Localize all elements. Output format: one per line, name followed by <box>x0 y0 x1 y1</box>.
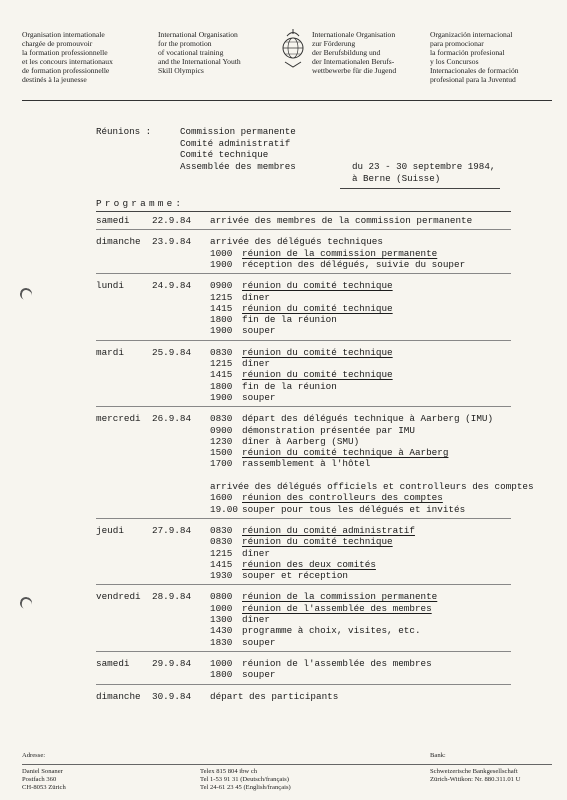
header-spanish <box>430 30 519 84</box>
day-separator <box>96 518 511 519</box>
header-line: Skill Olympics <box>158 66 204 75</box>
event-text: arrivée des membres de la commission permanente <box>210 215 473 226</box>
event-time: 0830 <box>210 413 233 425</box>
event-time: 0900 <box>210 424 233 436</box>
meeting-place: à Berne (Suisse) <box>352 173 441 184</box>
event-text: réunion de la commission permanente <box>242 591 438 603</box>
event-text: réunion du comité technique <box>242 536 393 548</box>
meeting-label: Réunions : <box>96 126 152 137</box>
header-french <box>22 30 113 84</box>
header-line: zur Förderung <box>312 39 356 48</box>
header-line: wettbewerbe für die Jugend <box>312 66 397 75</box>
header-german <box>312 30 396 75</box>
event-time: 1800 <box>210 314 233 326</box>
event-text: rassemblement à l'hôtel <box>242 458 371 470</box>
footer-line: Daniel Sonaner <box>22 768 63 775</box>
footer-line: Zürich-Witikon: Nr. 880.311.01 U <box>430 776 521 784</box>
header-line: Organización internacional <box>430 30 513 39</box>
event-time: 1300 <box>210 614 233 625</box>
event-text: programme à choix, visites, etc. <box>242 625 421 637</box>
event-time: 1600 <box>210 492 233 504</box>
day-name: lundi <box>96 280 124 292</box>
event-text: démonstration présentée par IMU <box>242 424 415 436</box>
event-text: réunion de l'assemblée des membres <box>242 602 432 614</box>
day-name: mardi <box>96 346 124 358</box>
day-name: dimanche <box>96 236 141 248</box>
event-time: 1830 <box>210 636 233 648</box>
footer-telex <box>200 768 291 793</box>
event-time: 1000 <box>210 247 233 259</box>
day-separator <box>96 406 511 407</box>
meeting-rule <box>340 188 500 189</box>
footer-address-label: Adresse: <box>22 752 46 759</box>
header-line: destinés à la jeunesse <box>22 75 87 84</box>
footer-bank <box>430 768 520 784</box>
event-time: 1500 <box>210 447 233 459</box>
footer-line: Schweizerische Bankgesellschaft <box>430 768 518 775</box>
header-line: et les concours internationaux <box>22 57 113 66</box>
programme-title: Programme: <box>96 198 185 209</box>
header-line: der Berufsbildung und <box>312 48 381 57</box>
header-line: Organisation internationale <box>22 30 105 39</box>
event-time: 1415 <box>210 369 233 381</box>
event-time: 19.00 <box>210 503 238 515</box>
event-time: 1900 <box>210 325 233 337</box>
header-line: and the International Youth <box>158 57 241 66</box>
punch-hole-icon <box>19 287 34 302</box>
footer-line: CH-8053 Zürich <box>22 784 66 792</box>
day-separator <box>96 340 511 341</box>
event-time: 1415 <box>210 558 233 570</box>
footer-bank-label: Bank: <box>430 752 446 759</box>
day-separator <box>96 684 511 685</box>
event-time: 1700 <box>210 458 233 470</box>
event-text: souper <box>242 391 276 403</box>
event-text: souper pour tous les délégués et invités <box>242 503 466 515</box>
event-text: réunion du comité technique <box>242 302 393 314</box>
event-time: 1215 <box>210 358 233 369</box>
day-name: jeudi <box>96 524 124 536</box>
header-line: der Internationalen Berufs- <box>312 57 395 66</box>
event-text: réunion de l'assemblée des membres <box>242 657 432 669</box>
footer-line: Tel 24-61 23 45 (English/français) <box>200 784 291 792</box>
event-text: réception des délégués, suivie du souper <box>242 258 466 270</box>
event-text: réunion de la commission permanente <box>242 247 438 259</box>
event-time: 0800 <box>210 591 233 603</box>
event-time: 0830 <box>210 346 233 358</box>
header-line: de formation professionnelle <box>22 66 110 75</box>
event-text: départ des délégués technique à Aarberg (IMU) <box>242 413 494 425</box>
event-time: 1900 <box>210 391 233 403</box>
event-time: 1430 <box>210 625 233 637</box>
event-time: 1800 <box>210 380 233 392</box>
meeting-body: Assemblée des membres <box>180 160 296 172</box>
day-date: 24.9.84 <box>152 280 192 292</box>
footer-rule <box>22 764 552 765</box>
day-date: 25.9.84 <box>152 346 192 358</box>
day-date: 28.9.84 <box>152 591 192 603</box>
day-separator <box>96 229 511 230</box>
footer-line: Telex 815 804 ibw ch <box>200 768 258 775</box>
header-line: Internacionales de formación <box>430 66 519 75</box>
footer-line: Tel 1-53 91 31 (Deutsch/français) <box>200 776 289 784</box>
event-text: arrivée des délégués techniques <box>210 236 383 248</box>
event-text: arrivée des délégués officiels et controlleurs des comptes <box>210 481 534 492</box>
day-name: dimanche <box>96 690 141 702</box>
day-date: 27.9.84 <box>152 524 192 536</box>
footer-address <box>22 768 66 793</box>
event-text: réunion du comité administratif <box>242 524 415 536</box>
event-text: dîner <box>242 291 270 303</box>
header-line: of vocational training <box>158 48 224 57</box>
header-line: profesional para la Juventud <box>430 75 516 84</box>
day-date: 23.9.84 <box>152 236 192 248</box>
event-time: 1415 <box>210 302 233 314</box>
event-text: réunion du comité technique <box>242 346 393 358</box>
header-line: para promocionar <box>430 39 484 48</box>
header-line: la formation professionnelle <box>22 48 108 57</box>
organisation-logo-icon <box>280 26 306 75</box>
header-line: Internationale Organisation <box>312 30 396 39</box>
day-name: mercredi <box>96 413 141 425</box>
event-time: 1000 <box>210 657 233 669</box>
programme-rule <box>96 211 511 212</box>
event-text: dîner <box>242 547 270 559</box>
event-text: souper <box>242 636 276 648</box>
event-text: dîner à Aarberg (SMU) <box>242 435 360 447</box>
event-text: dîner <box>242 358 270 369</box>
day-separator <box>96 651 511 652</box>
event-time: 1930 <box>210 570 233 582</box>
header-rule <box>22 100 552 101</box>
header-line: International Organisation <box>158 30 238 39</box>
meeting-bodies <box>180 126 296 172</box>
header-line: la formación profesional <box>430 48 505 57</box>
meeting-dates: du 23 - 30 septembre 1984, <box>352 161 496 172</box>
event-text: réunion du comité technique <box>242 280 393 292</box>
meeting-body: Comité administratif <box>180 137 291 149</box>
event-time: 1230 <box>210 435 233 447</box>
event-time: 0900 <box>210 280 233 292</box>
event-text: dîner <box>242 614 270 625</box>
event-text: réunion du comité technique <box>242 369 393 381</box>
day-name: samedi <box>96 215 130 226</box>
footer-line: Postfach 360 <box>22 776 57 784</box>
event-time: 1900 <box>210 258 233 270</box>
day-name: vendredi <box>96 591 141 603</box>
day-date: 22.9.84 <box>152 215 192 226</box>
header-line: for the promotion <box>158 39 212 48</box>
event-time: 1215 <box>210 547 233 559</box>
event-time: 1000 <box>210 602 233 614</box>
event-text: départ des participants <box>210 690 339 702</box>
day-date: 29.9.84 <box>152 657 192 669</box>
meeting-body: Comité technique <box>180 149 269 160</box>
event-text: fin de la réunion <box>242 380 337 392</box>
event-text: réunion des controlleurs des comptes <box>242 492 443 504</box>
event-text: souper et réception <box>242 570 349 582</box>
event-time: 0830 <box>210 536 233 548</box>
day-separator <box>96 584 511 585</box>
header-line: y los Concursos <box>430 57 479 66</box>
header-line: chargée de promouvoir <box>22 39 93 48</box>
event-time: 0830 <box>210 524 233 536</box>
day-name: samedi <box>96 657 130 669</box>
event-text: réunion des deux comités <box>242 558 376 570</box>
day-date: 30.9.84 <box>152 690 192 702</box>
event-time: 1215 <box>210 291 233 303</box>
event-text: souper <box>242 669 276 681</box>
event-text: fin de la réunion <box>242 314 337 326</box>
event-text: souper <box>242 325 276 337</box>
day-date: 26.9.84 <box>152 413 192 425</box>
event-text: réunion du comité technique à Aarberg <box>242 447 449 459</box>
punch-hole-icon <box>19 596 34 611</box>
day-separator <box>96 273 511 274</box>
header-english <box>158 30 241 75</box>
meeting-body: Commission permanente <box>180 126 296 137</box>
event-time: 1800 <box>210 669 233 681</box>
